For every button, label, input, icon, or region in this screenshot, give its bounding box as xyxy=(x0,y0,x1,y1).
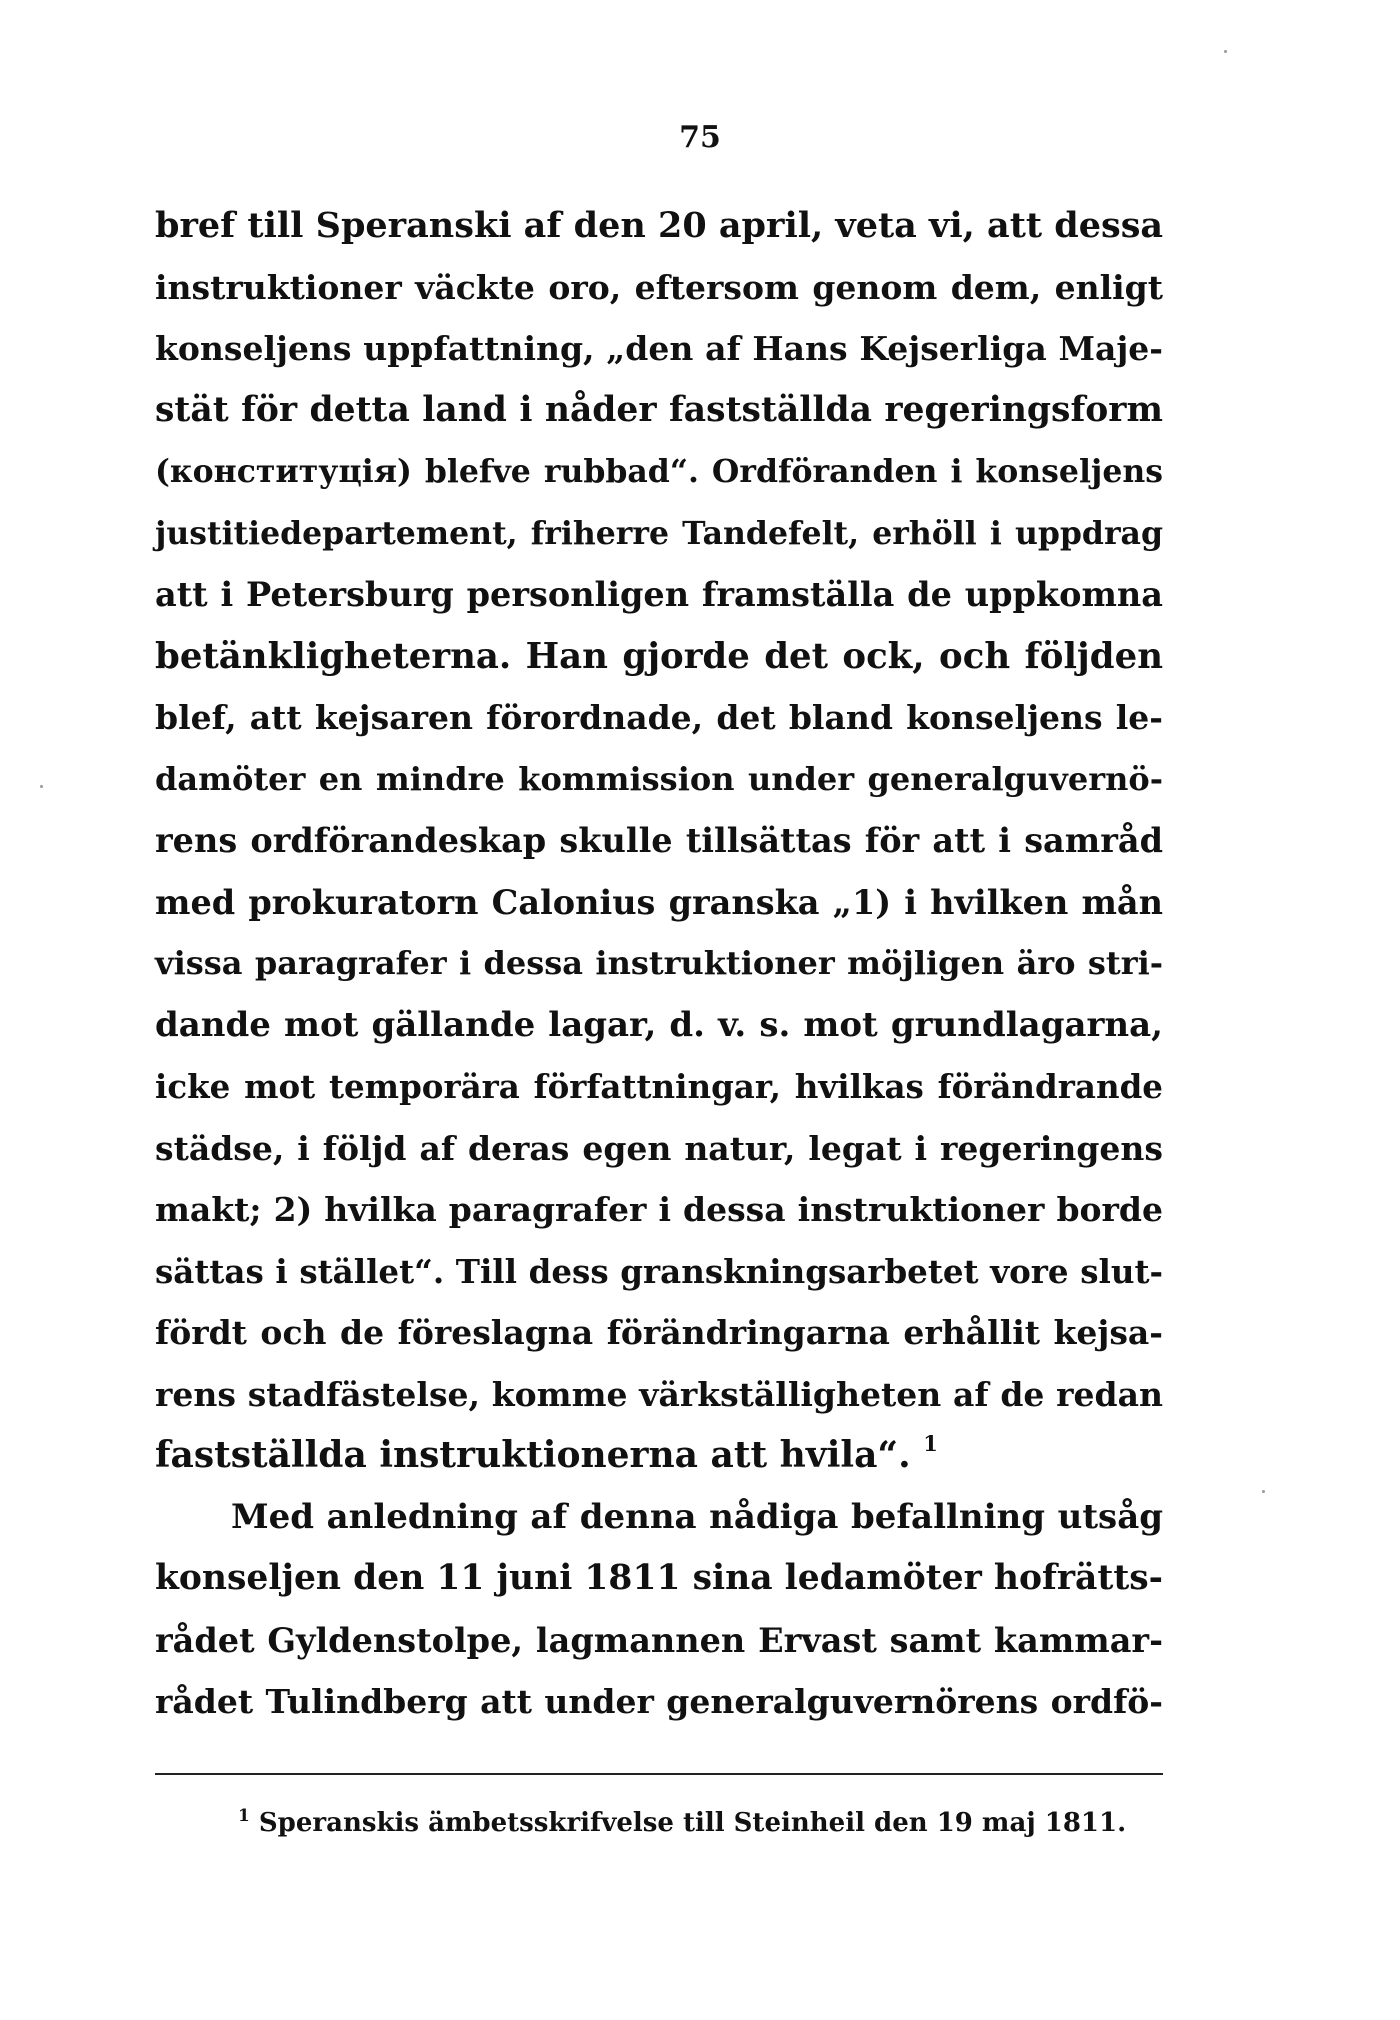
page-number: 75 xyxy=(679,120,721,155)
text-line-content: fastställda instruktionerna att hvila“. xyxy=(155,1434,911,1476)
text-line: rens stadfästelse, komme värkställigheten af de redan xyxy=(155,1374,1163,1414)
text-line: med prokuratorn Calonius granska „1) i hvilken mån xyxy=(155,882,1163,922)
text-line: konseljens uppfattning, „den af Hans Kejserliga Maje- xyxy=(155,329,1163,368)
text-line: instruktioner väckte oro, eftersom genom dem, enligt xyxy=(155,267,1163,307)
footnote-reference: 1 xyxy=(923,1431,938,1456)
footnote-divider xyxy=(155,1773,1163,1775)
text-line: städse, i följd af deras egen natur, legat i regeringens xyxy=(155,1128,1163,1168)
text-line: konseljen den 11 juni 1811 sina ledamöter hofrätts- xyxy=(155,1558,1163,1598)
footnote-text: Speranskis ämbetsskrifvelse till Steinheil den 19 maj 1811. xyxy=(258,1808,1127,1838)
text-line: betänkligheterna. Han gjorde det ock, och följden xyxy=(155,635,1163,677)
text-line: rådet Gyldenstolpe, lagmannen Ervast samt kammar- xyxy=(155,1620,1163,1660)
paragraph-start-line: Med anledning af denna nådiga befallning utsåg xyxy=(231,1496,1163,1537)
text-line: icke mot temporära författningar, hvilkas förändrande xyxy=(155,1067,1163,1106)
text-line: makt; 2) hvilka paragrafer i dessa instruktioner borde xyxy=(155,1190,1163,1229)
text-line: justitiedepartement, friherre Tandefelt, erhöll i uppdrag xyxy=(155,514,1163,552)
text-line: dande mot gällande lagar, d. v. s. mot grundlagarna, xyxy=(155,1004,1163,1045)
text-line: att i Petersburg personligen framställa de uppkomna xyxy=(155,575,1163,614)
body-text xyxy=(155,195,1163,1733)
paper-speck xyxy=(40,785,43,788)
text-line: vissa paragrafer i dessa instruktioner möjligen äro stri- xyxy=(155,944,1163,982)
text-line: (конституція) blefve rubbad“. Ordföranden i konseljens xyxy=(155,453,1163,490)
paper-speck xyxy=(1224,50,1227,53)
text-line-with-footnote-ref xyxy=(155,1425,1163,1487)
footnote-marker: 1 xyxy=(238,1806,250,1826)
text-line: blef, att kejsaren förordnade, det bland konseljens le- xyxy=(155,698,1163,737)
text-line: bref till Speranski af den 20 april, veta vi, att dessa xyxy=(155,205,1164,246)
paper-speck xyxy=(1262,1490,1265,1493)
text-line: fördt och de föreslagna förändringarna erhållit kejsa- xyxy=(155,1313,1163,1352)
text-line: stät för detta land i nåder fastställda regeringsform xyxy=(155,389,1163,430)
text-line: damöter en mindre kommission under generalguvernö- xyxy=(155,759,1163,798)
footnote xyxy=(238,1808,1126,1838)
text-line: sättas i stället“. Till dess granskningsarbetet vore slut- xyxy=(155,1251,1163,1291)
text-line: rådet Tulindberg att under generalguvernörens ordfö- xyxy=(155,1682,1163,1721)
text-line: rens ordförandeskap skulle tillsättas för att i samråd xyxy=(155,821,1163,860)
